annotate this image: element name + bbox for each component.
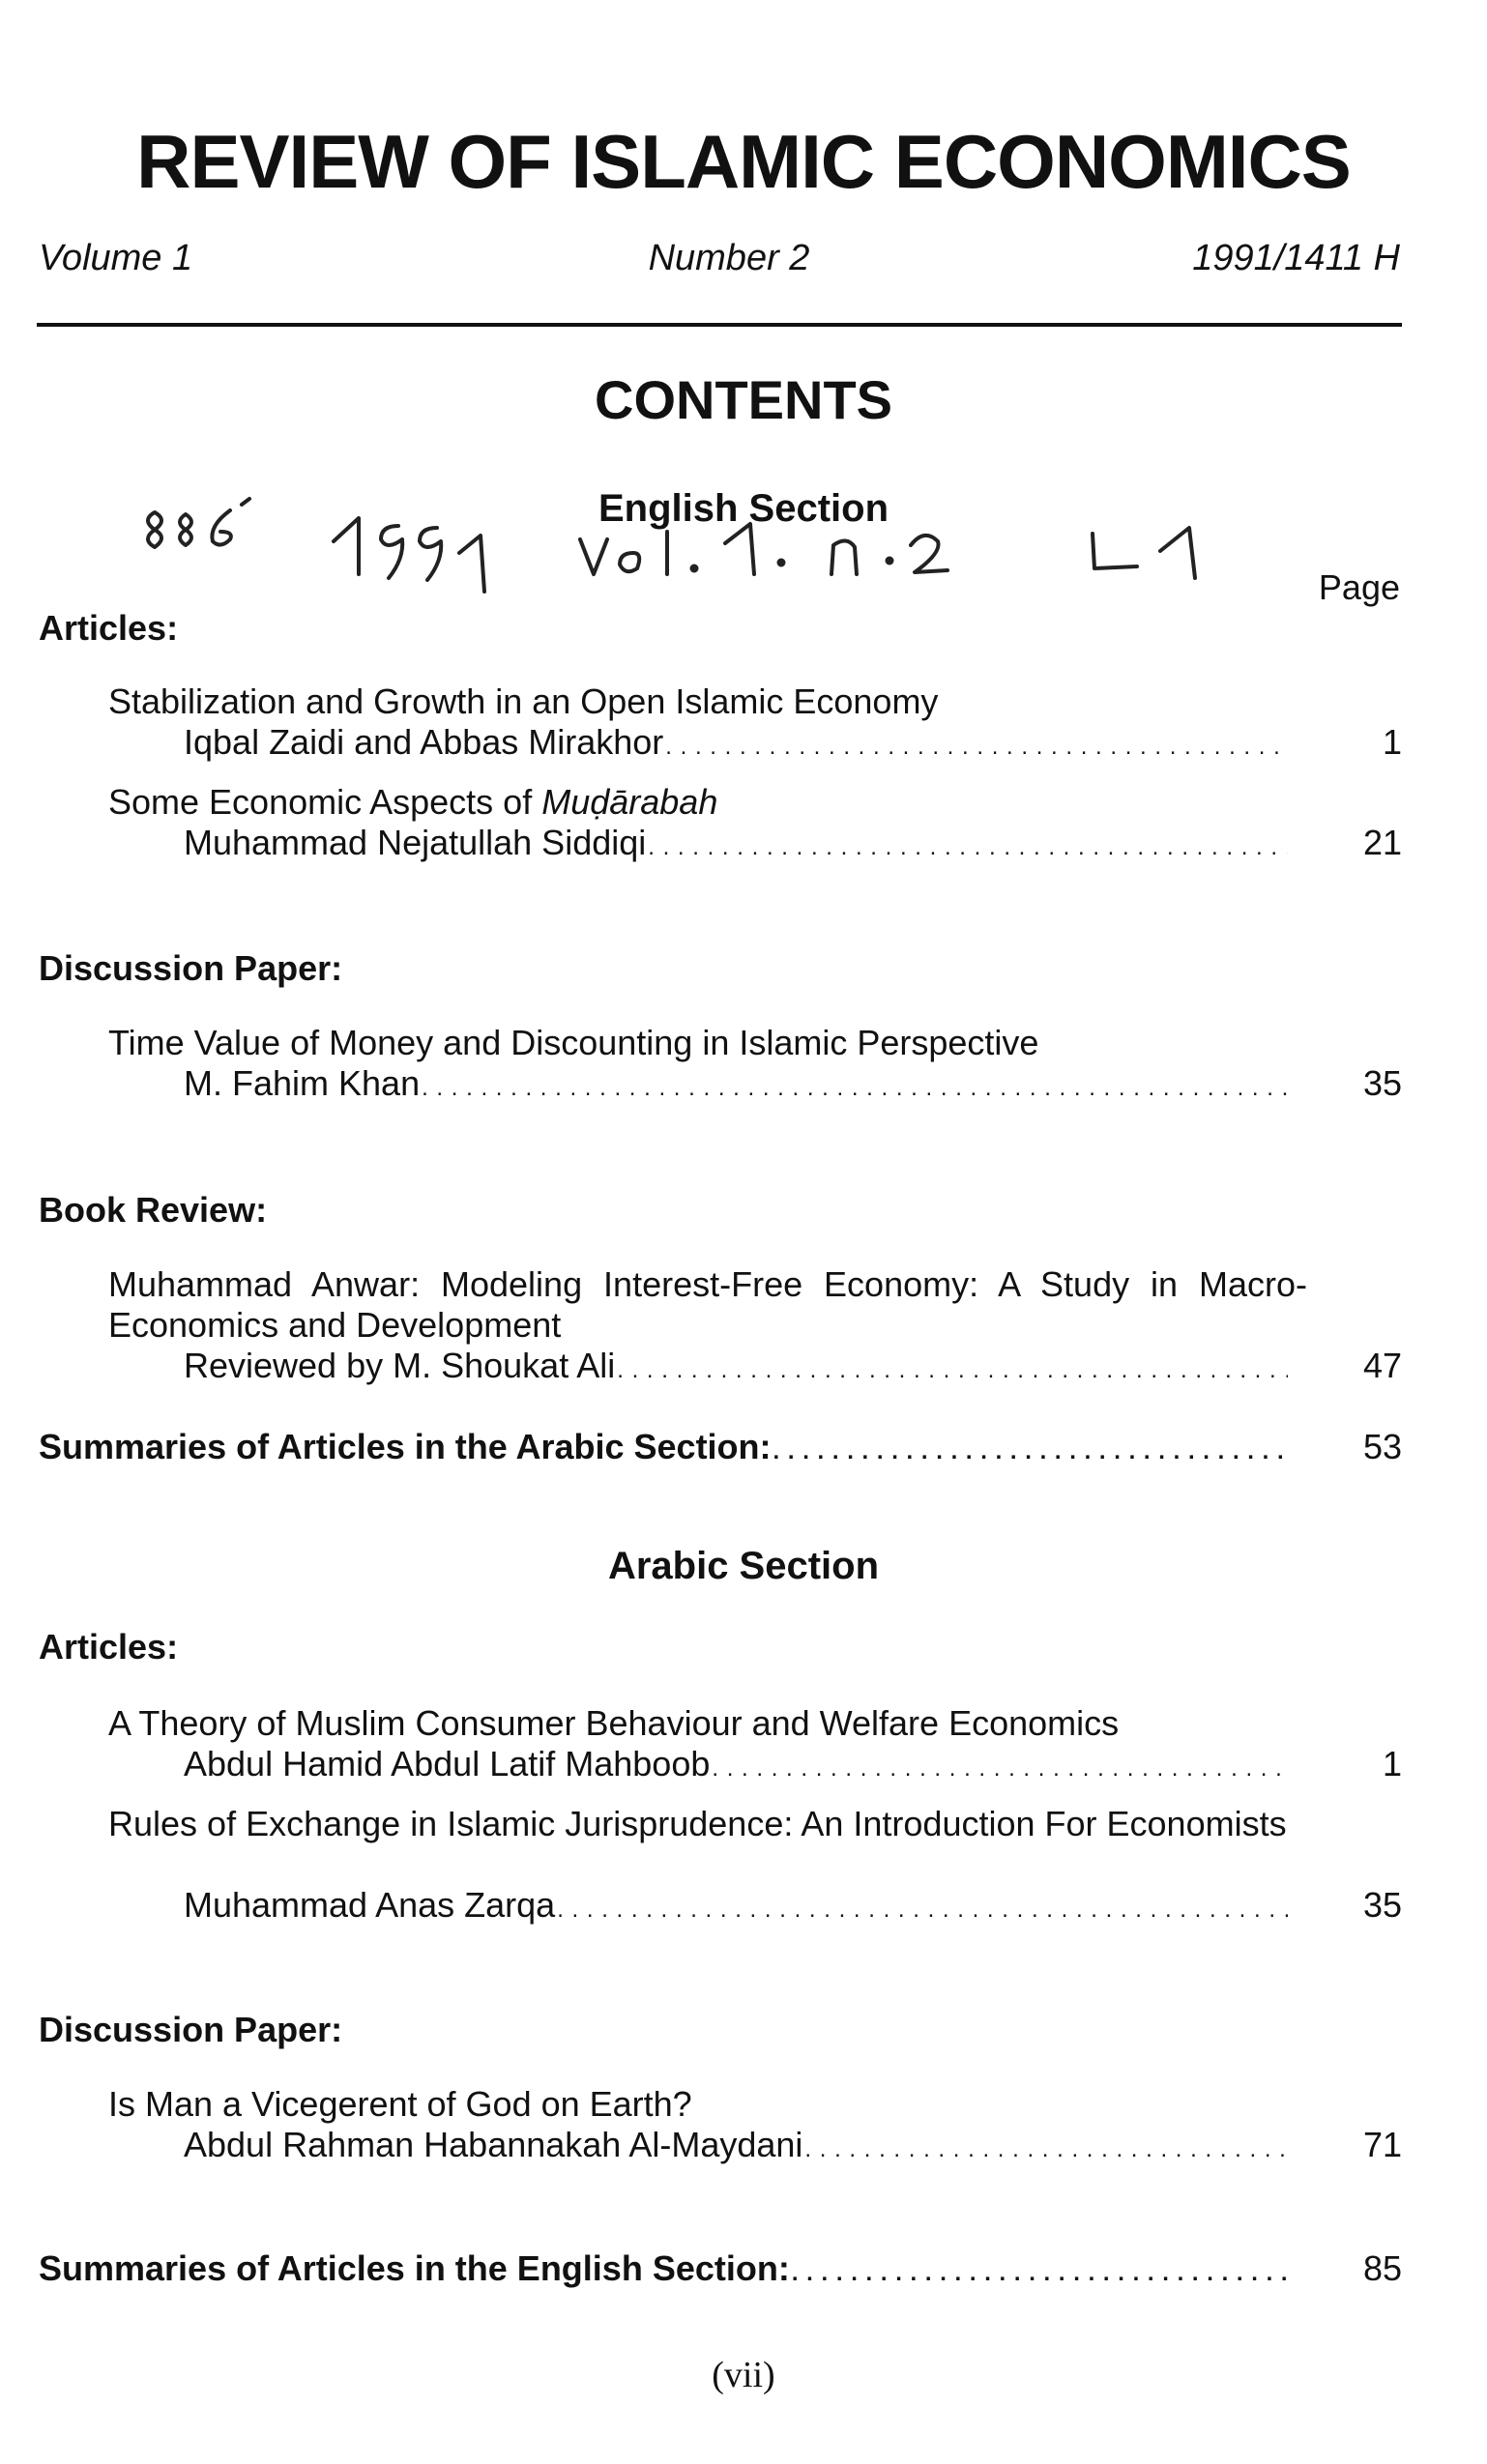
page-column-label: Page xyxy=(1318,567,1400,607)
english-articles-label: Articles: xyxy=(39,608,179,648)
page-number: 71 xyxy=(1362,2125,1402,2164)
discussion-author-row xyxy=(184,2125,1294,2170)
english-discussion-label: Discussion Paper: xyxy=(39,948,343,988)
discussion-title: Is Man a Vicegerent of God on Earth? xyxy=(108,2084,692,2124)
dot-leader xyxy=(422,1068,1288,1109)
dot-leader xyxy=(617,1350,1288,1391)
number-label: Number 2 xyxy=(648,238,810,278)
roman-page-number: (vii) xyxy=(712,2355,775,2395)
dot-leader xyxy=(773,1432,1288,1472)
page-number: 21 xyxy=(1362,823,1402,862)
article-author-row xyxy=(184,1744,1294,1789)
article-title-text: Some Economic Aspects of xyxy=(108,782,542,822)
dot-leader xyxy=(648,827,1288,868)
dot-leader xyxy=(804,2130,1288,2170)
article-title: A Theory of Muslim Consumer Behaviour and Welfare Economics xyxy=(108,1703,1120,1743)
arabic-articles-label: Articles: xyxy=(39,1627,179,1667)
article-title: Rules of Exchange in Islamic Jurisprudence: An Introduction For Economists xyxy=(108,1804,1287,1843)
summaries-arabic-row xyxy=(39,1427,1294,1472)
volume-label: Volume 1 xyxy=(39,238,193,278)
contents-heading: CONTENTS xyxy=(595,369,892,430)
summaries-arabic-label: Summaries of Articles in the Arabic Section: xyxy=(39,1427,772,1466)
page-number: 85 xyxy=(1362,2248,1402,2288)
dot-leader xyxy=(712,1749,1288,1789)
review-title: Muhammad Anwar: Modeling Interest-Free Economy: A Study in Macro-Economics and Development xyxy=(108,1264,1307,1345)
dot-leader xyxy=(557,1890,1288,1930)
year-label: 1991/1411 H xyxy=(1192,238,1400,278)
discussion-author: Abdul Rahman Habannakah Al-Maydani xyxy=(184,2125,803,2164)
article-author: Muhammad Nejatullah Siddiqi xyxy=(184,823,647,862)
arabic-section-heading: Arabic Section xyxy=(607,1545,880,1587)
article-author-row xyxy=(184,1885,1294,1930)
article-title-italic: Muḍārabah xyxy=(541,782,718,822)
discussion-title: Time Value of Money and Discounting in Islamic Perspective xyxy=(108,1023,1039,1062)
page-number: 1 xyxy=(1382,1744,1402,1783)
journal-title: REVIEW OF ISLAMIC ECONOMICS xyxy=(136,119,1351,204)
dot-leader xyxy=(792,2253,1288,2294)
handwritten-annotation xyxy=(126,483,1344,609)
page-number: 1 xyxy=(1382,722,1402,762)
summaries-english-label: Summaries of Articles in the English Section: xyxy=(39,2248,790,2288)
article-author-row xyxy=(184,823,1294,868)
dot-leader xyxy=(665,727,1288,768)
article-title: Stabilization and Growth in an Open Islamic Economy xyxy=(108,681,939,721)
page-number: 35 xyxy=(1362,1063,1402,1103)
english-section-heading: English Section xyxy=(598,487,889,530)
summaries-english-row xyxy=(39,2248,1294,2294)
page-number: 35 xyxy=(1362,1885,1402,1925)
article-title xyxy=(108,782,1307,823)
header-rule xyxy=(37,323,1402,327)
review-author-row xyxy=(184,1346,1294,1391)
discussion-author-row xyxy=(184,1063,1294,1109)
book-review-label: Book Review: xyxy=(39,1190,268,1230)
page-number: 53 xyxy=(1362,1427,1402,1466)
review-author: Reviewed by M. Shoukat Ali xyxy=(184,1346,616,1385)
discussion-author: M. Fahim Khan xyxy=(184,1063,421,1103)
article-author: Iqbal Zaidi and Abbas Mirakhor xyxy=(184,722,664,762)
arabic-discussion-label: Discussion Paper: xyxy=(39,2010,343,2049)
article-author: Muhammad Anas Zarqa xyxy=(184,1885,556,1925)
page-number: 47 xyxy=(1362,1346,1402,1385)
article-author-row xyxy=(184,722,1294,768)
article-author: Abdul Hamid Abdul Latif Mahboob xyxy=(184,1744,711,1783)
